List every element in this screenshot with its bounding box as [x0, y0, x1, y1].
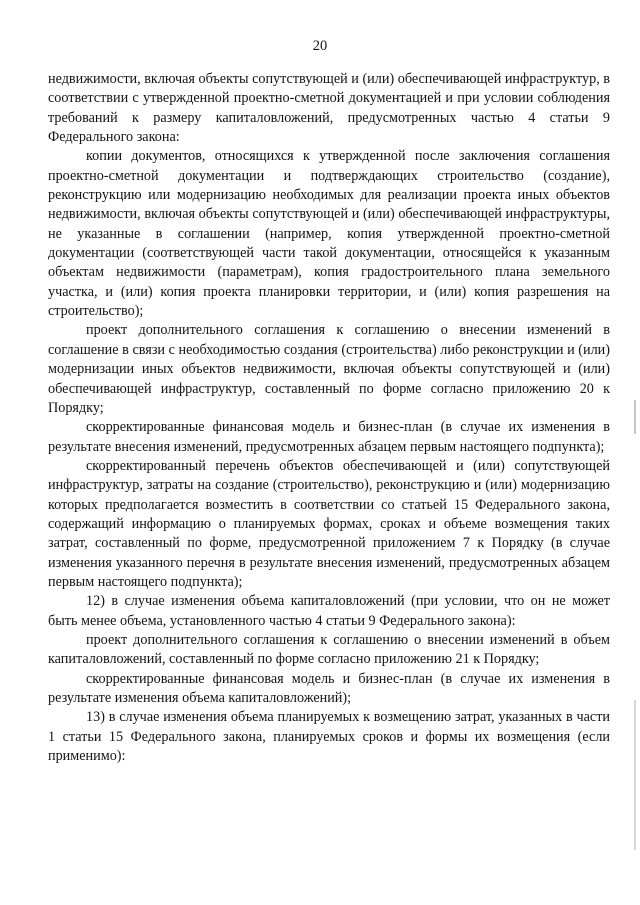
scan-edge-mark — [634, 400, 636, 434]
page-number: 20 — [312, 38, 328, 54]
paragraph-financial-model-investment: скорректированные финансовая модель и бизнес-план (в случае их изменения в результате изменения объема капиталовложений); — [48, 670, 610, 706]
paragraph-item-13: 13) в случае изменения объема планируемых к возмещению затрат, указанных в части 1 статьи 15 Федерального закона, планируемых сроков и формы их возмещения (если применимо): — [48, 709, 610, 765]
paragraph-investment-agreement-draft: проект дополнительного соглашения к соглашению о внесении изменений в объем капиталовложений, составленный по форме согласно приложению 21 к Порядку; — [48, 631, 610, 668]
paragraph-additional-agreement-draft: проект дополнительного соглашения к соглашению о внесении изменений в соглашение в связи с необходимостью создания (строительства) либо реконструкции и (или) модернизации иных объектов недвижимости, включая объекты сопутствующей и (или) обеспечивающей инфраструктур, составленный по форме согласно приложению 20 к Порядку; — [48, 322, 610, 416]
paragraph-infrastructure-list: скорректированный перечень объектов обеспечивающей и (или) сопутствующей инфраструктур, затраты на создание (строительство), реконструкцию и (или) модернизацию которых предполагается возместить в соответствии со статьей 15 Федерального закона, содержащий информацию о планируемых формах, сроках и объеме возмещения таких затрат, составленный по форме, предусмотренной приложением 7 к Порядку (в случае изменения указанного перечня в результате внесения изменений, предусмотренных абзацем первым настоящего подпункта); — [48, 457, 610, 590]
paragraph-document-copies: копии документов, относящихся к утвержденной после заключения соглашения проектно-сметной документации и подтверждающих строительство (создание), реконструкцию или модернизацию необходимых для реализации проекта иных объектов недвижимости, включая объекты сопутствующей и (или) обеспечивающей инфраструктуры, не указанные в соглашении (например, копия утвержденной проектно-сметной документации (соответствующей части такой документации, относящейся к указанным объектам недвижимости (параметрам), копия градостроительного плана земельного участка, и (или) копия проекта планировки территории, и (или) копия разрешения на строительство); — [48, 148, 610, 320]
document-body — [48, 70, 610, 766]
paragraph-item-12: 12) в случае изменения объема капиталовложений (при условии, что он не может быть менее объема, установленного частью 4 статьи 9 Федерального закона): — [48, 593, 610, 629]
scan-edge-mark — [634, 700, 636, 850]
paragraph-financial-model: скорректированные финансовая модель и бизнес-план (в случае их изменения в результате внесения изменений, предусмотренных абзацем первым настоящего подпункта); — [48, 419, 610, 455]
paragraph-continuation: недвижимости, включая объекты сопутствующей и (или) обеспечивающей инфраструктур, в соответствии с утвержденной проектно-сметной документацией и при условии соблюдения требований к размеру капиталовложений, предусмотренных частью 4 статьи 9 Федерального закона: — [48, 71, 610, 146]
